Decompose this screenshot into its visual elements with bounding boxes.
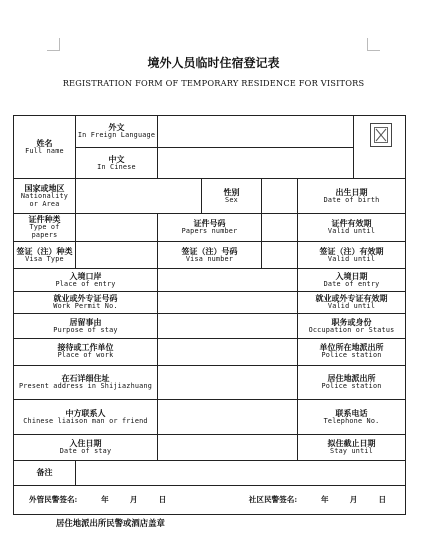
dob-label-en: Date of birth [323,195,380,204]
paper-valid-label-en: Valid until [327,227,376,236]
stamp-note: 居住地派出所民警或酒店盖章 [56,518,165,528]
work-place-label-zh: 接待或工作单位 [57,342,114,353]
address-label-cell [14,365,158,400]
work-permit-valid-label-cell [298,291,406,314]
remarks-field[interactable] [76,460,406,486]
paper-type-label-cell [14,214,76,242]
work-permit-valid-label-en: Valid until [327,302,376,311]
sex-label-en: Sex [225,195,238,204]
stay-until-label-en: Stay until [330,447,373,456]
visa-number-label-en: Visa number [185,254,234,263]
entry-date-label-cell [298,269,406,292]
nationality-label-zh: 国家或地区 [24,182,65,193]
work-place-field[interactable] [158,338,298,365]
name-label-en: Full name [25,146,64,155]
work-permit-no-label-zh: 就业或外专证号码 [53,293,118,304]
entry-port-label-cell [14,269,158,292]
signature-row [14,486,406,515]
entry-port-label-en: Place of entry [55,279,116,288]
name-label-zh: 姓名 [36,137,53,148]
paper-number-field[interactable] [262,214,298,242]
purpose-label-zh: 居留事由 [69,316,102,327]
occupation-label-en: Occupation or Status [308,325,395,334]
paper-type-label-zh: 证件种类 [28,214,61,225]
work-permit-no-label-cell [14,291,158,314]
nationality-field[interactable] [76,179,202,214]
nationality-label-cell [14,179,76,214]
nationality-label-en: Nationality or Area [20,192,69,208]
sign1-month: 月 [129,494,138,504]
sign1-year: 年 [101,494,109,504]
chinese-name-label-zh: 中文 [108,153,125,164]
community-police-signature[interactable] [249,496,386,505]
telephone-label-cell [298,400,406,435]
work-permit-valid-label-zh: 就业或外专证有效期 [315,293,388,304]
visa-valid-label-zh: 签证（注）有效期 [319,245,384,256]
foreign-language-label-en: In Freign Language [77,131,156,140]
sex-label-cell [202,179,262,214]
arrival-date-label-zh: 入住日期 [69,437,102,448]
stay-until-label-zh: 拟住截止日期 [327,437,376,448]
foreign-name-field[interactable] [158,116,354,148]
work-place-label-en: Place of work [57,351,114,360]
chinese-name-label-en: In Cinese [97,162,136,171]
local-police-station-label-cell [298,338,406,365]
sign2-year: 年 [320,494,329,504]
photo-cell [354,116,406,179]
visa-valid-label-cell [298,241,406,269]
chinese-name-label-cell [76,147,158,179]
paper-number-label-en: Papers number [181,227,238,236]
foreign-police-signature[interactable] [29,496,166,505]
visa-type-label-en: Visa Type [25,254,64,263]
name-label-cell [14,116,76,179]
paper-valid-label-cell [298,214,406,242]
purpose-label-cell [14,314,158,339]
address-field[interactable] [158,365,298,400]
entry-port-label-zh: 入境口岸 [69,270,102,281]
chinese-name-field[interactable] [158,147,354,179]
purpose-label-en: Purpose of stay [53,325,118,334]
sign1-day: 日 [158,494,167,504]
foreign-language-label-zh: 外文 [108,121,125,132]
foreign-police-signature-label: 外管民警签名: [29,494,78,504]
sex-field[interactable] [262,179,298,214]
visa-type-label-zh: 签证（注）种类 [16,245,73,256]
arrival-date-label-cell [14,435,158,461]
entry-date-label-zh: 入境日期 [335,270,368,281]
telephone-label-en: Telephone No. [323,416,380,425]
work-permit-no-label-en: Work Permit No. [53,302,118,311]
sign2-day: 日 [378,494,387,504]
crop-mark-left [47,38,60,51]
entry-port-field[interactable] [158,269,298,292]
arrival-date-field[interactable] [158,435,298,461]
community-police-signature-label: 社区民警签名: [248,494,298,504]
sign2-month: 月 [349,494,358,504]
paper-number-label-zh: 证件号码 [193,217,226,228]
entry-date-label-en: Date of entry [323,279,380,288]
contact-label-en: Chinese liaison man or friend [23,416,148,425]
visa-type-label-cell [14,241,76,269]
registration-form-table [13,115,406,515]
local-police-station-label-en: Police station [321,351,382,360]
occupation-label-cell [298,314,406,339]
local-police-station-label-zh: 单位所在地派出所 [319,342,384,353]
paper-type-label-en: Type of papers [29,223,60,240]
purpose-field[interactable] [158,314,298,339]
contact-label-zh: 中方联系人 [65,407,106,418]
sex-label-zh: 性别 [223,186,240,197]
visa-number-field[interactable] [262,241,298,269]
residence-police-station-label-cell [298,365,406,400]
foreign-language-label-cell [76,116,158,148]
dob-label-zh: 出生日期 [335,186,368,197]
dob-label-cell [298,179,406,214]
work-permit-no-field[interactable] [158,291,298,314]
paper-valid-label-zh: 证件有效期 [331,217,372,228]
address-label-zh: 在石详细住址 [61,372,110,383]
paper-type-field[interactable] [76,214,158,242]
contact-label-cell [14,400,158,435]
telephone-label-zh: 联系电话 [335,407,368,418]
photo-placeholder-icon [374,127,388,143]
form-title-english: REGISTRATION FORM OF TEMPORARY RESIDENCE FOR VISITORS [62,78,365,88]
arrival-date-label-en: Date of stay [59,447,112,456]
residence-police-station-label-zh: 居住地派出所 [327,372,376,383]
remarks-label-zh: 备注 [36,467,53,478]
photo-frame [370,123,392,147]
visa-valid-label-en: Valid until [327,254,376,263]
work-place-label-cell [14,338,158,365]
form-title-chinese: 境外人员临时住宿登记表 [147,56,280,70]
residence-police-station-label-en: Police station [321,382,382,391]
address-label-en: Present address in Shijiazhuang [18,382,153,391]
visa-number-label-zh: 签证（注）号码 [181,245,238,256]
contact-field[interactable] [158,400,298,435]
visa-number-label-cell [158,241,262,269]
remarks-label-cell [14,460,76,486]
crop-mark-right [367,38,380,51]
paper-number-label-cell [158,214,262,242]
occupation-label-zh: 职务或身份 [331,316,372,327]
visa-type-field[interactable] [76,241,158,269]
stay-until-label-cell [298,435,406,461]
